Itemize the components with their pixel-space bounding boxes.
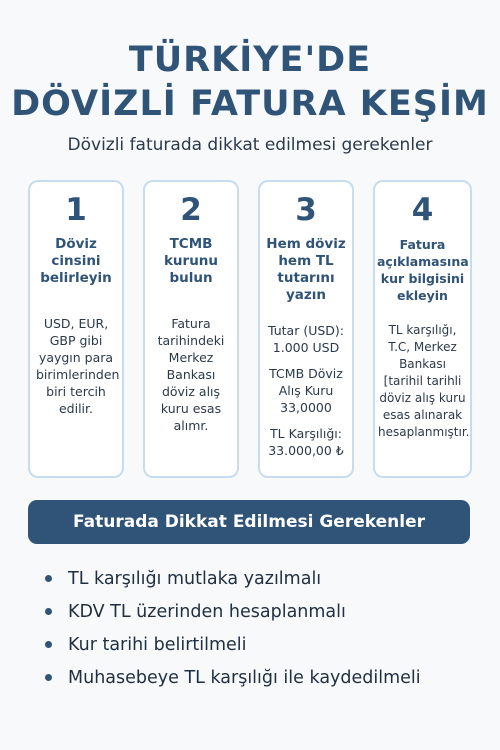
list-item-text: TL karşılığı mutlaka yazılmalı — [68, 568, 322, 589]
bullet-icon — [45, 674, 52, 681]
step-card-3 — [258, 180, 354, 478]
page-subtitle: Dövizli faturada dikkat edilmesi gerekenler — [67, 135, 433, 155]
title-line-1: TÜRKİYE'DE — [128, 40, 372, 80]
section-banner: Faturada Dikkat Edilmesi Gerekenler — [28, 500, 470, 544]
step-body-text: TL karşılığı, T.C, Merkez Bankası [tarihil tarihli döviz alış kuru esas alınarak hesaplanmıştır. — [378, 323, 470, 439]
step-body — [378, 322, 470, 450]
list-item-text: Muhasebeye TL karşılığı ile kaydedilmeli — [68, 667, 421, 688]
list-item-text: KDV TL üzerinden hesaplanmalı — [68, 601, 346, 622]
step-heading: Hem döviz hem TL tutarını yazın — [266, 236, 346, 303]
step-cards — [28, 180, 472, 480]
step-card-2 — [143, 180, 239, 478]
step-body-text: USD, EUR, GBP gibi yaygın para birimlerinden biri tercih edilir. — [36, 316, 120, 416]
step-card-4 — [373, 180, 472, 478]
step-body-text: Fatura tarihindeki Merkez Bankası döviz alış kuru esas alımr. — [157, 316, 225, 433]
step-heading: TCMB kurunu bulun — [163, 236, 219, 286]
step-number: 1 — [65, 192, 87, 228]
step-body — [266, 322, 346, 468]
step-number: 4 — [411, 192, 434, 228]
step-number: 2 — [180, 192, 202, 228]
list-item — [45, 661, 421, 694]
step-heading: Fatura açıklamasına kur bilgisini ekleyin — [377, 237, 469, 303]
page-title — [0, 38, 500, 126]
bullet-icon — [45, 575, 52, 582]
step-number: 3 — [295, 192, 317, 228]
list-item — [45, 562, 421, 595]
step-card-1 — [28, 180, 124, 478]
step-heading: Döviz cinsini belirleyin — [40, 236, 112, 286]
step-body — [151, 315, 231, 443]
step-body-text: TL Karşılığı: 33.000,00 ₺ — [268, 426, 344, 458]
list-item — [45, 628, 421, 661]
bullet-icon — [45, 608, 52, 615]
title-line-2: DÖVİZLİ FATURA KEŞİM — [11, 84, 489, 124]
step-body-text: Tutar (USD): 1.000 USD — [267, 323, 344, 355]
step-body-text: TCMB Döviz Alış Kuru 33,0000 — [269, 366, 343, 415]
bullet-icon — [45, 641, 52, 648]
step-body — [36, 315, 120, 426]
checklist — [45, 562, 421, 694]
list-item — [45, 595, 421, 628]
list-item-text: Kur tarihi belirtilmeli — [68, 634, 247, 655]
